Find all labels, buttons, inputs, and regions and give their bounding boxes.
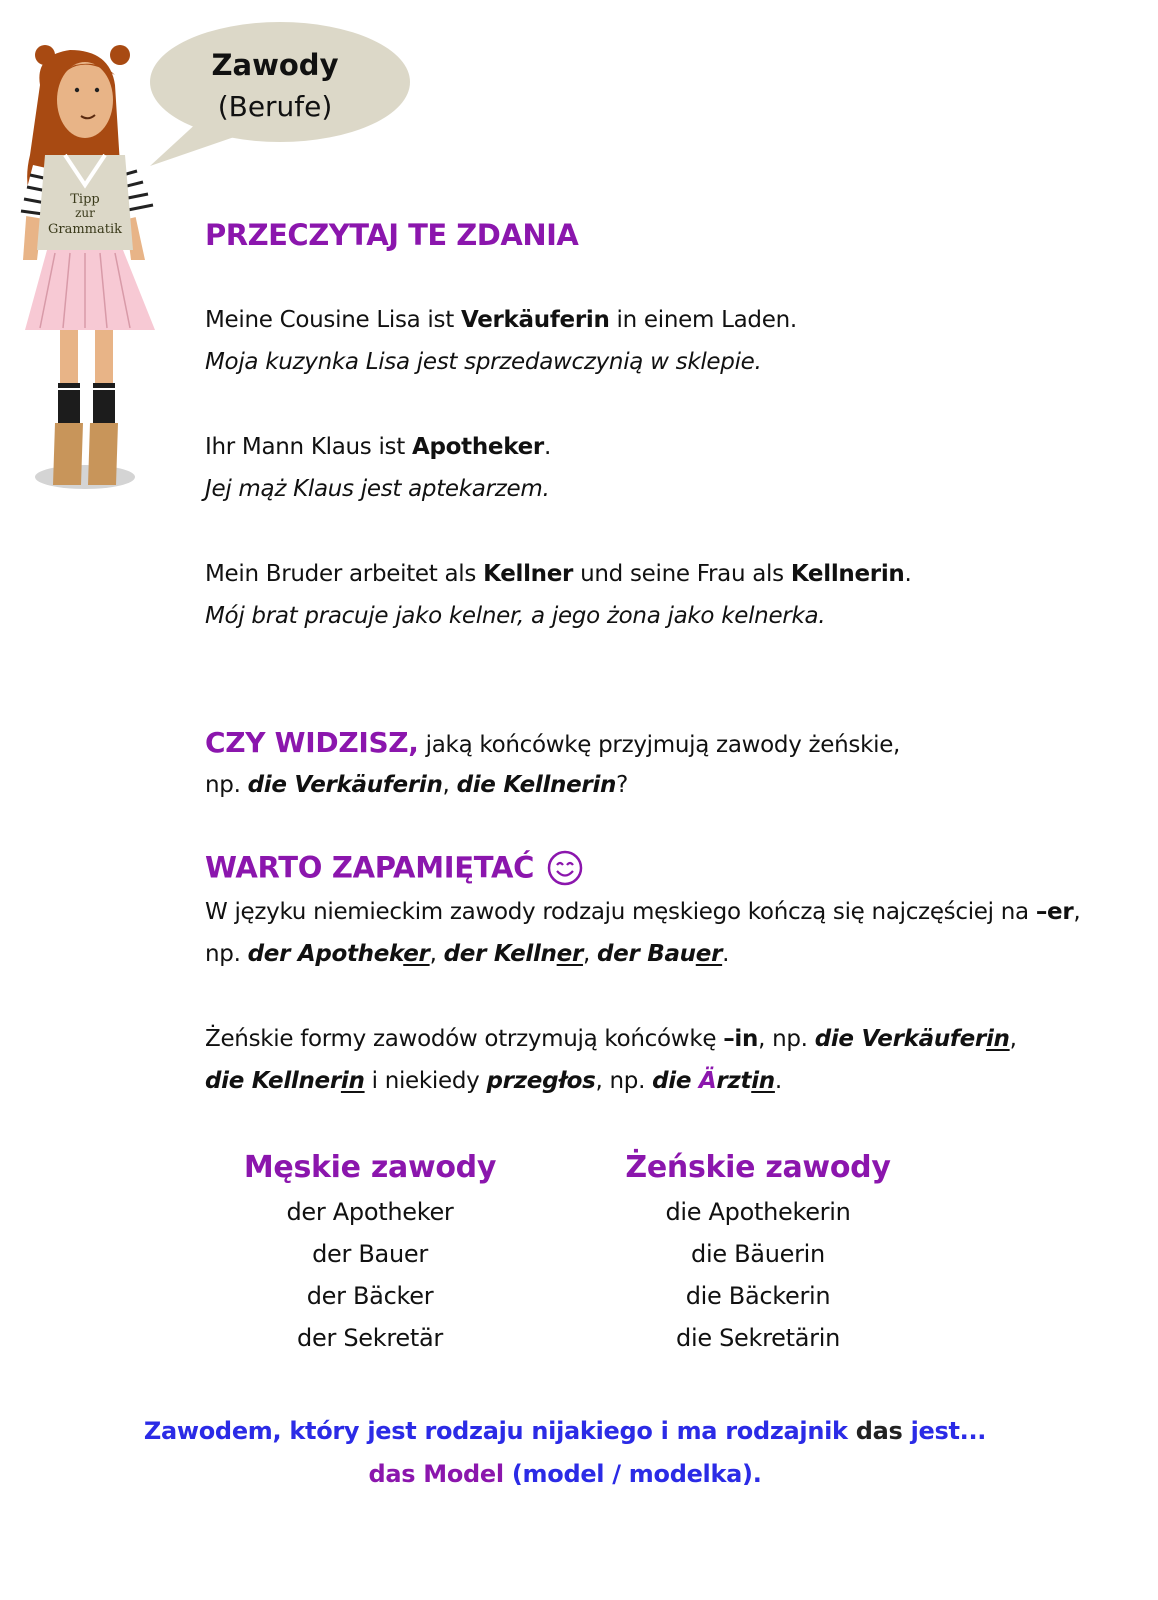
footer-line-1 <box>0 1417 1130 1445</box>
bubble-title: Zawody <box>211 48 339 82</box>
keyword: Kellner <box>483 561 574 587</box>
example: der Kellner <box>443 941 583 967</box>
section-title-read: PRZECZYTAJ TE ZDANIA <box>205 218 579 252</box>
text: np. <box>205 941 248 967</box>
text: jaką końcówkę przyjmują zawody żeńskie, <box>418 732 901 758</box>
keyword: Apotheker <box>411 434 544 460</box>
text: np. <box>205 772 248 798</box>
list-item: der Apotheker <box>286 1198 454 1226</box>
rule-masculine-examples: np. der Apotheker, der Kellner, der Bauer. <box>205 941 730 967</box>
remember-heading <box>205 850 583 892</box>
text: und seine Frau als <box>573 561 791 587</box>
example: der Apotheker <box>247 941 430 967</box>
masculine-column <box>220 1150 520 1359</box>
list-item: der Bäcker <box>306 1282 434 1310</box>
feminine-header: Żeńskie zawody <box>625 1150 891 1185</box>
list-item: der Sekretär <box>297 1324 443 1352</box>
text: Ihr Mann Klaus ist <box>205 434 412 460</box>
example: der Bauer <box>597 941 723 967</box>
smiley-icon <box>547 850 583 892</box>
sentence-de-1 <box>205 307 797 333</box>
rule-feminine-examples: die Kellnerin i niekiedy przegłos, np. die Ärztin. <box>205 1068 782 1094</box>
text: ? <box>616 772 629 798</box>
svg-text:zur: zur <box>75 206 95 220</box>
text: , <box>442 772 457 798</box>
rule-feminine: Żeńskie formy zawodów otrzymują końcówkę –in, np. die Verkäuferin, <box>205 1026 1017 1052</box>
keyword: Verkäuferin <box>460 307 610 333</box>
section-title-do-you-see: CZY WIDZISZ, <box>205 726 419 759</box>
list-item: die Sekretärin <box>676 1324 840 1352</box>
sentence-pl-1: Moja kuzynka Lisa jest sprzedawczynią w sklepie. <box>205 349 762 375</box>
svg-text:Grammatik: Grammatik <box>47 222 123 237</box>
feminine-column <box>608 1150 908 1359</box>
section-title-remember: WARTO ZAPAMIĘTAĆ <box>205 850 535 885</box>
text: Mein Bruder arbeitet als <box>205 561 484 587</box>
text: . <box>904 561 912 587</box>
list-item: die Apothekerin <box>665 1198 851 1226</box>
sentence-de-2 <box>205 434 551 460</box>
das-model: das Model <box>368 1460 504 1488</box>
text: Meine Cousine Lisa ist <box>205 307 461 333</box>
mascot-girl-illustration <box>15 45 160 495</box>
text: Zawodem, który jest rodzaju nijakiego i ma rodzajnik <box>143 1417 856 1445</box>
masculine-header: Męskie zawody <box>243 1150 497 1185</box>
list-item: die Bäckerin <box>685 1282 831 1310</box>
text: (model / modelka). <box>503 1460 762 1488</box>
rule-masculine <box>205 899 1080 925</box>
suffix-in: –in <box>723 1026 759 1052</box>
footer-line-2 <box>0 1460 1130 1488</box>
text: . <box>543 434 551 460</box>
question-examples <box>205 772 628 798</box>
question-line <box>205 726 900 759</box>
text: jest... <box>902 1417 987 1445</box>
bubble-subtitle: (Berufe) <box>217 90 333 123</box>
text: , <box>1073 899 1081 925</box>
sentence-pl-3: Mój brat pracuje jako kelner, a jego żona jako kelnerka. <box>205 603 826 629</box>
umlaut-term: przegłos <box>486 1068 596 1094</box>
example: die Kellnerin <box>205 1068 365 1094</box>
article-das: das <box>855 1417 903 1445</box>
text: in einem Laden. <box>609 307 797 333</box>
list-item: die Bäuerin <box>691 1240 825 1268</box>
text: Żeńskie formy zawodów otrzymują końcówkę <box>205 1026 724 1052</box>
keyword: Kellnerin <box>790 561 905 587</box>
example: die Kellnerin <box>456 772 617 798</box>
example: die Verkäuferin <box>814 1026 1010 1052</box>
speech-bubble <box>145 20 415 170</box>
suffix-er: –er <box>1035 899 1074 925</box>
sentence-pl-2: Jej mąż Klaus jest aptekarzem. <box>205 476 550 502</box>
shirt-text: Tipp <box>70 192 100 207</box>
example: die Verkäuferin <box>247 772 443 798</box>
sentence-de-3 <box>205 561 912 587</box>
text: W języku niemieckim zawody rodzaju męskiego kończą się najczęściej na <box>205 899 1036 925</box>
example: die Ärztin <box>652 1068 775 1094</box>
list-item: der Bauer <box>312 1240 428 1268</box>
